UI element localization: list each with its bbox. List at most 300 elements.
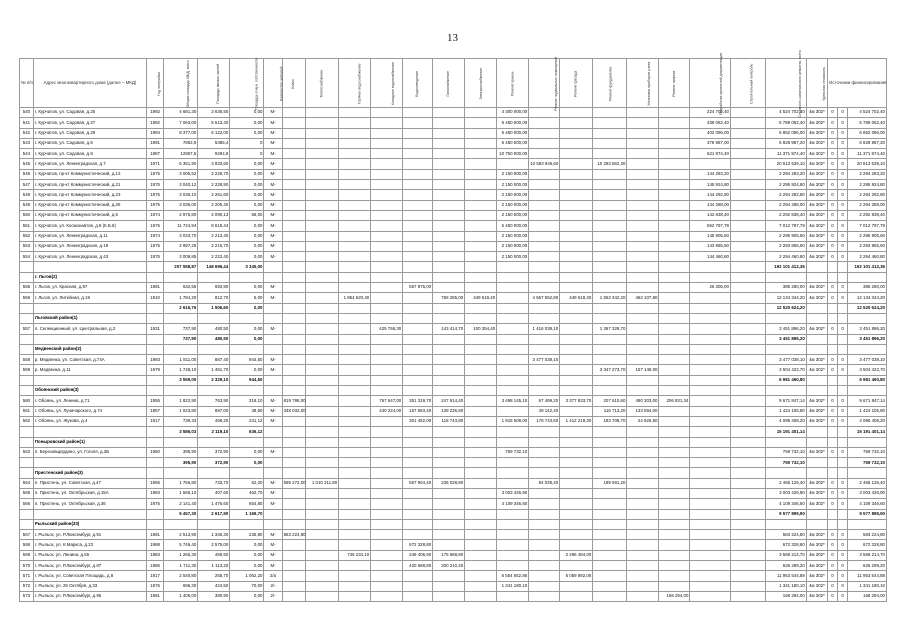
cell-name: г. Рыльск, ул. Советская Площадь, д.8 (33, 571, 146, 581)
table-cell: 4м 302* (806, 221, 827, 231)
table-cell (627, 591, 659, 601)
table-cell: 4м 302* (806, 540, 827, 550)
table-cell (433, 427, 465, 437)
cell-name: Обоянский район(3) (33, 386, 146, 396)
table-cell (529, 375, 560, 385)
table-cell: 0,00 (230, 447, 264, 457)
table-cell (339, 591, 371, 601)
table-cell (837, 458, 848, 468)
table-cell (560, 262, 593, 272)
table-cell (659, 169, 690, 179)
table-cell: М- (264, 128, 282, 138)
table-cell (433, 313, 465, 323)
table-cell (627, 138, 659, 148)
table-cell: 3 003 426,90 (497, 488, 529, 498)
table-cell: 0 (828, 591, 838, 601)
table-cell (593, 591, 627, 601)
table-cell: 3 636,50 (198, 108, 230, 118)
table-cell: 157 149,00 (627, 365, 659, 375)
cell-name: г. Льгов, ул. Литейная, д.19 (33, 293, 146, 303)
table-cell: 0 (828, 499, 838, 509)
table-cell (230, 468, 264, 478)
table-cell: 562 (20, 416, 34, 426)
table-cell: 2 293 865,60 (848, 241, 887, 251)
table-cell (465, 458, 497, 468)
table-cell: 4м 302* (806, 138, 827, 148)
table-cell (339, 231, 371, 241)
table-cell (828, 509, 838, 519)
table-cell: 84 038,40 (529, 478, 560, 488)
table-cell: 468,20 (198, 416, 230, 426)
table-cell (403, 365, 433, 375)
table-cell (659, 159, 690, 169)
table-cell (282, 252, 305, 262)
table-cell: 1931 (147, 324, 164, 334)
table-cell (230, 437, 264, 447)
table-cell: 672 328,80 (403, 540, 433, 550)
table-cell (593, 561, 627, 571)
table-cell (627, 468, 659, 478)
table-cell: 3 477 038,10 (529, 355, 560, 365)
table-cell (730, 488, 765, 498)
table-cell: 1971 (147, 159, 164, 169)
table-cell (282, 324, 305, 334)
table-cell (20, 427, 34, 437)
cell-name: г. Курчатов, ул. Садовая, д.25 (33, 108, 146, 118)
table-cell (465, 138, 497, 148)
table-cell: 1 565,10 (164, 488, 198, 498)
table-cell: 0 (837, 252, 848, 262)
table-cell (593, 499, 627, 509)
cell-name: г. Курчатов, ул. Космонавтов, д.8 (К.Б.8) (33, 221, 146, 231)
table-cell (147, 427, 164, 437)
table-cell: 2 294 288,00 (848, 200, 887, 210)
table-cell (433, 180, 465, 190)
table-cell (806, 386, 827, 396)
table-cell: М- (264, 293, 282, 303)
table-cell: 6 450 000,00 (497, 118, 529, 128)
table-cell: 1 424 105,80 (848, 406, 887, 416)
table-cell (282, 437, 305, 447)
table-cell: 145 905,60 (690, 231, 731, 241)
cell-name: г. Рыльск, ул. Р.Люксембург, д.87 (33, 561, 146, 571)
table-cell (339, 447, 371, 457)
table-cell: 1991 (147, 138, 164, 148)
table-cell (659, 375, 690, 385)
table-cell: 1986 (147, 561, 164, 571)
table-cell (371, 180, 403, 190)
table-cell: 569 (20, 550, 34, 560)
table-cell: 545 (20, 159, 34, 169)
table-cell (529, 509, 560, 519)
table-cell: 157 583,40 (403, 406, 433, 416)
table-cell (497, 437, 529, 447)
table-cell (730, 200, 765, 210)
table-cell: 206 831,34 (659, 396, 690, 406)
table-cell (730, 324, 765, 334)
table-cell: 380,90 (198, 591, 230, 601)
table-cell (403, 169, 433, 179)
table-cell (339, 283, 371, 293)
table-cell (529, 499, 560, 509)
table-cell (659, 128, 690, 138)
table-cell: 0 (837, 118, 848, 128)
table-cell (659, 509, 690, 519)
table-cell: 3 005,52 (164, 169, 198, 179)
table-cell (371, 478, 403, 488)
table-cell: 4 109 346,60 (848, 499, 887, 509)
table-cell (627, 241, 659, 251)
table-cell (339, 313, 371, 323)
table-cell (306, 386, 339, 396)
table-cell (465, 365, 497, 375)
table-cell (529, 550, 560, 560)
table-cell: 1956 (147, 478, 164, 488)
table-cell (593, 530, 627, 540)
table-cell (282, 488, 305, 498)
table-cell: 8 618,44 (198, 221, 230, 231)
table-cell (403, 458, 433, 468)
table-cell (433, 386, 465, 396)
cell-name: п. Селекционный, ул. Центральная, д.2 (33, 324, 146, 334)
table-cell (339, 365, 371, 375)
table-cell: 1979 (147, 365, 164, 375)
table-cell (730, 499, 765, 509)
table-cell (339, 262, 371, 272)
table-cell: 0 (828, 478, 838, 488)
table-cell (497, 324, 529, 334)
table-cell (497, 283, 529, 293)
table-cell: 145 924,80 (690, 180, 731, 190)
table-cell (306, 221, 339, 231)
table-cell (282, 344, 305, 354)
table-cell: 395,90 (164, 458, 198, 468)
table-cell: 144 460,80 (690, 252, 731, 262)
table-cell (690, 447, 731, 457)
table-cell: 4м 302* (806, 180, 827, 190)
table-cell (529, 241, 560, 251)
table-cell (282, 416, 305, 426)
table-cell (164, 519, 198, 529)
table-cell: 672 328,80 (848, 540, 887, 550)
table-cell: 560 (20, 396, 34, 406)
table-cell (627, 519, 659, 529)
cell-name: г. Курчатов, пр-кт Коммунистический, д.5 (33, 210, 146, 220)
table-cell (560, 488, 593, 498)
table-cell (306, 468, 339, 478)
table-cell (560, 437, 593, 447)
table-cell: 0,00 (230, 334, 264, 344)
table-cell (837, 519, 848, 529)
table-cell (433, 540, 465, 550)
table-cell: 540 (20, 108, 34, 118)
table-cell (690, 375, 731, 385)
table-cell (497, 375, 529, 385)
table-cell: 0 (837, 406, 848, 416)
table-cell: 4м 302* (806, 550, 827, 560)
cell-name: г. Обоянь, ул. Луначарского, д.74 (33, 406, 146, 416)
col-header-hot-water: Горячее водоснабжение (339, 59, 371, 108)
table-cell (690, 365, 731, 375)
table-cell (465, 252, 497, 262)
table-cell (848, 272, 887, 282)
table-cell (659, 499, 690, 509)
table-cell (465, 180, 497, 190)
table-cell (593, 200, 627, 210)
table-cell: 2 975,80 (164, 210, 198, 220)
table-cell: 241,12 (230, 416, 264, 426)
table-cell (465, 231, 497, 241)
table-cell: 570 (20, 561, 34, 571)
table-cell: 1975 (147, 169, 164, 179)
table-cell: 200 210,40 (433, 561, 465, 571)
table-cell (529, 386, 560, 396)
table-cell: 2/- (264, 581, 282, 591)
table-cell: 4 095 408,20 (766, 416, 807, 426)
table-cell (147, 468, 164, 478)
table-cell (627, 180, 659, 190)
table-cell (433, 231, 465, 241)
table-cell: 0 (230, 138, 264, 148)
table-cell (730, 283, 765, 293)
table-cell: 7 012 797,79 (766, 221, 807, 231)
table-cell (282, 190, 305, 200)
capital-repair-register-table (19, 49, 887, 602)
table-cell: 2 329,10 (198, 375, 230, 385)
table-cell (560, 530, 593, 540)
table-cell (282, 169, 305, 179)
table-cell (560, 303, 593, 313)
table-cell (730, 375, 765, 385)
table-row (20, 252, 887, 262)
table-cell: 0 (828, 231, 838, 241)
table-cell: 0 (828, 180, 838, 190)
table-cell (433, 571, 465, 581)
table-cell (560, 169, 593, 179)
table-cell: 0 (828, 488, 838, 498)
table-cell: 0 (828, 149, 838, 159)
table-cell: 207 610,60 (593, 396, 627, 406)
table-row (20, 138, 887, 148)
table-cell (306, 180, 339, 190)
table-cell (282, 499, 305, 509)
table-cell (560, 540, 593, 550)
table-cell: 2 294 283,20 (848, 169, 887, 179)
table-cell: 386 280,00 (766, 283, 807, 293)
table-cell: М- (264, 252, 282, 262)
table-cell: 561 (20, 406, 34, 416)
table-cell: 555 (20, 283, 34, 293)
table-cell (403, 262, 433, 272)
table-cell (730, 581, 765, 591)
table-cell (433, 210, 465, 220)
table-cell (690, 571, 731, 581)
table-cell (828, 334, 838, 344)
table-cell (529, 488, 560, 498)
table-cell (529, 458, 560, 468)
table-cell (306, 190, 339, 200)
table-row (20, 221, 887, 231)
table-cell: 1975 (147, 180, 164, 190)
table-cell (147, 509, 164, 519)
table-cell: 1974 (147, 231, 164, 241)
table-cell (806, 334, 827, 344)
table-cell (306, 313, 339, 323)
table-cell (806, 303, 827, 313)
table-cell (264, 386, 282, 396)
table-cell: 5 513,40 (198, 118, 230, 128)
cell-name: р. Медвенка, д.11 (33, 365, 146, 375)
cell-name: г. Льгов, ул. Красная, д.97 (33, 283, 146, 293)
table-cell (339, 221, 371, 231)
table-cell (837, 272, 848, 282)
table-cell: 0 (837, 530, 848, 540)
table-cell (403, 149, 433, 159)
table-cell: 0 (828, 210, 838, 220)
table-cell (282, 519, 305, 529)
table-cell (465, 190, 497, 200)
table-cell: 6 450 000,00 (497, 128, 529, 138)
table-cell (282, 272, 305, 282)
table-cell: 693,90 (198, 283, 230, 293)
table-cell (306, 571, 339, 581)
table-cell (627, 190, 659, 200)
table-cell (766, 468, 807, 478)
cell-name: р. Медвенка, ул. Советская, д.74А (33, 355, 146, 365)
table-cell: 378 987,00 (690, 138, 731, 148)
table-cell: 4м 302* (806, 231, 827, 241)
table-cell: 3 568 214,70 (848, 550, 887, 560)
table-cell (282, 138, 305, 148)
table-cell (560, 386, 593, 396)
table-cell: М- (264, 169, 282, 179)
table-cell (465, 200, 497, 210)
table-cell: М- (264, 231, 282, 241)
table-cell (339, 159, 371, 169)
table-cell: 0 (828, 159, 838, 169)
table-cell (403, 375, 433, 385)
table-cell (593, 437, 627, 447)
col-header-design: Разработка проектной документации (690, 59, 731, 108)
table-cell: 462 107,80 (627, 293, 659, 303)
table-cell: 0 (828, 396, 838, 406)
table-cell: 15 191 401,14 (848, 427, 887, 437)
table-cell (730, 365, 765, 375)
table-cell: 4м 302* (806, 581, 827, 591)
table-cell (659, 241, 690, 251)
table-cell: 733,70 (198, 478, 230, 488)
table-cell (403, 581, 433, 591)
table-cell (690, 468, 731, 478)
table-cell (371, 190, 403, 200)
table-body (20, 108, 887, 602)
table-cell: 192 101 412,36 (766, 262, 807, 272)
table-cell (730, 386, 765, 396)
table-cell (164, 468, 198, 478)
table-cell (465, 375, 497, 385)
table-cell: 0 (837, 591, 848, 601)
table-cell (659, 550, 690, 560)
table-cell: 2 575,00 (198, 540, 230, 550)
table-cell (20, 509, 34, 519)
table-cell (371, 355, 403, 365)
table-cell (403, 200, 433, 210)
cell-name: г. Курчатов, пр-кт Коммунистический, д.23 (33, 190, 146, 200)
table-cell: 2 294 292,80 (766, 190, 807, 200)
page-number: 13 (447, 32, 458, 44)
table-cell: 1 424 105,80 (766, 406, 807, 416)
table-cell: 0 (828, 324, 838, 334)
table-cell (593, 540, 627, 550)
table-cell: 1910 (147, 293, 164, 303)
table-cell: 0 (230, 149, 264, 159)
table-row (20, 231, 887, 241)
table-cell (806, 509, 827, 519)
table-cell (147, 375, 164, 385)
table-cell (690, 550, 731, 560)
table-cell (339, 478, 371, 488)
table-cell (465, 241, 497, 251)
table-cell: 1 815 608,00 (497, 416, 529, 426)
table-cell (433, 283, 465, 293)
cell-name: г. Курчатов, пр-кт Коммунистический, д.25 (33, 200, 146, 210)
table-cell (264, 303, 282, 313)
table-cell: 2/- (264, 591, 282, 601)
table-cell (282, 303, 305, 313)
table-cell (339, 499, 371, 509)
table-cell: 348 032,00 (282, 406, 305, 416)
table-cell: 6 789 062,40 (766, 118, 807, 128)
table-cell (627, 571, 659, 581)
table-cell (560, 200, 593, 210)
table-cell (529, 313, 560, 323)
table-cell (659, 416, 690, 426)
col-header-year: Год постройки (147, 59, 164, 108)
table-cell (593, 283, 627, 293)
table-cell: М- (264, 540, 282, 550)
table-cell (730, 437, 765, 447)
table-cell (529, 210, 560, 220)
table-cell (282, 334, 305, 344)
table-cell: 0 (837, 169, 848, 179)
table-row (20, 108, 887, 118)
table-cell (403, 252, 433, 262)
table-cell (339, 386, 371, 396)
table-cell: 139 236,80 (433, 406, 465, 416)
table-cell (465, 344, 497, 354)
table-cell (306, 509, 339, 519)
table-cell: 249 406,90 (403, 550, 433, 560)
table-cell: 1 416 038,10 (529, 324, 560, 334)
table-cell (465, 437, 497, 447)
table-cell (20, 519, 34, 529)
table-cell (593, 169, 627, 179)
table-cell (371, 540, 403, 550)
table-cell: 944,50 (230, 355, 264, 365)
table-cell: 1 062,20 (230, 571, 264, 581)
table-cell (164, 386, 198, 396)
table-cell (837, 334, 848, 344)
table-cell (282, 313, 305, 323)
table-cell (306, 262, 339, 272)
table-cell: 1981 (147, 591, 164, 601)
table-cell (20, 437, 34, 447)
table-cell (465, 519, 497, 529)
table-cell (371, 488, 403, 498)
table-cell: 236 028,80 (433, 478, 465, 488)
table-cell (264, 334, 282, 344)
table-cell: 224 702,40 (690, 108, 731, 118)
